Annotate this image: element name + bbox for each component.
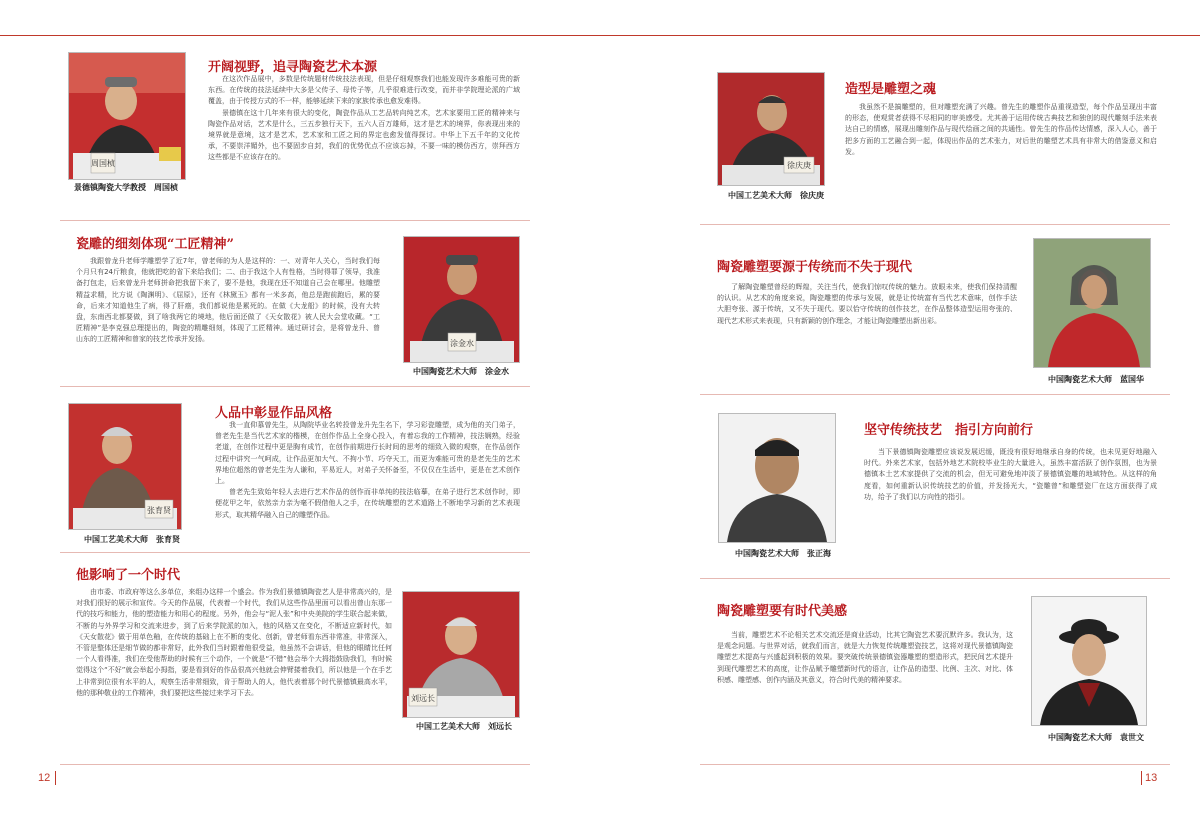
section-body-4 — [76, 587, 392, 699]
caption-7: 中国陶瓷艺术大师 张正海 — [735, 548, 831, 558]
section-title-7: 坚守传统技艺 指引方向前行 — [864, 423, 1034, 438]
section-title-8: 陶瓷雕塑要有时代美感 — [717, 604, 848, 619]
top-rule — [0, 35, 1200, 36]
section-title-5: 造型是雕塑之魂 — [845, 82, 937, 97]
portrait-image — [1034, 239, 1150, 367]
page-number-right: 13 — [1145, 772, 1158, 784]
caption-8: 中国陶瓷艺术大师 袁世文 — [1048, 732, 1144, 742]
paragraph: 了解陶瓷雕塑曾经的辉煌，关注当代，使我们惊叹传统的魅力。放眼未来，使我们保持清醒的认识。从艺术的角度来说，陶瓷雕塑的传承与发展，就是让传统富有当代艺术意味，创作手法大胆夸张、源于传统，又不失于现代。要以恰守传统的创作技艺，在作品整体造型运用夸张的、现代艺术形式来表现，只有新颖的创作理念，才能让陶瓷雕塑出新出彩。 — [717, 283, 1017, 325]
paragraph: 当下景德镇陶瓷雕塑应该说发展迟缓，既没有很好地继承自身的传统，也未见更好地融入时代。外来艺术家，包括外地艺术院校毕业生的大量进入，虽然丰富活跃了创作氛围，也为景德镇本土艺术家提供了交流的机会，但无可避免地冲淡了景德镇瓷雕的地域特色。从这样的角度看，如何重新认识传统技艺的价值，并发扬光大，“瓷雕曾”和雕塑瓷厂在这方面获得了成功，给予了我们以方向性的指引。 — [864, 448, 1157, 501]
section-body-2 — [76, 256, 380, 346]
section-title-1: 开阔视野，追寻陶瓷艺术本源 — [208, 60, 378, 75]
svg-text:周国桢: 周国桢 — [91, 159, 115, 168]
paragraph: 当前，雕塑艺术不论相关艺术交流还是商业活动，比其它陶瓷艺术要沉默许多。我认为，这是观念问题。与世界对话，就我们而言，就是大力恢复传统雕塑瓷技艺，这将对现代景德镇陶瓷雕塑艺术提高与兴盛起到积极的效果。要突破传统景德镇瓷器雕塑的塑造形式，把民间艺术提升到现代雕塑艺术的高度，让作品赋予雕塑新时代的语言，让作品的造型、比例、主次、对比、体积感、雕塑感、创作内涵及其意义，符合时代美的精神要求。 — [717, 631, 1013, 684]
svg-text:刘远长: 刘远长 — [411, 694, 435, 703]
portrait-photo-2 — [403, 236, 520, 363]
caption-1: 景德镇陶瓷大学教授 周国桢 — [74, 182, 178, 192]
portrait-image — [403, 592, 519, 717]
svg-text:涂金水: 涂金水 — [450, 339, 474, 348]
portrait-photo-7 — [718, 413, 836, 543]
section-body-7 — [864, 447, 1157, 503]
section-body-3 — [215, 420, 520, 521]
page-number-left: 12 — [38, 772, 51, 784]
portrait-image — [718, 73, 824, 185]
portrait-image — [69, 53, 185, 179]
paragraph: 曾老先生致始年轻人去进行艺术作品的创作而非单纯的技法临摹，在弟子进行艺术创作时，即便花甲之年，依然亲力亲为毫不假借他人之手，在传统雕塑的艺术道路上不断地学习新的艺术表现形式，取其精华融入自己的雕塑作品。 — [215, 488, 520, 519]
section-title-6: 陶瓷雕塑要源于传统而不失于现代 — [717, 260, 913, 275]
section-title-2: 瓷雕的细刻体现“工匠精神” — [76, 237, 234, 252]
portrait-photo-6 — [1033, 238, 1151, 368]
section-title-3: 人品中彰显作品风格 — [215, 406, 333, 421]
section-body-6 — [717, 282, 1017, 327]
portrait-photo-3 — [68, 403, 182, 530]
portrait-photo-5 — [717, 72, 825, 186]
caption-2: 中国陶瓷艺术大师 涂金水 — [413, 366, 509, 376]
portrait-image — [69, 404, 181, 529]
caption-6: 中国陶瓷艺术大师 蓝国华 — [1048, 374, 1144, 384]
portrait-photo-1 — [68, 52, 186, 180]
section-divider — [60, 386, 530, 387]
caption-5: 中国工艺美术大师 徐庆庚 — [728, 190, 824, 200]
portrait-image — [719, 414, 835, 542]
caption-4: 中国工艺美术大师 刘远长 — [416, 721, 512, 731]
section-title-4: 他影响了一个时代 — [76, 568, 181, 583]
section-divider — [700, 764, 1170, 765]
section-divider — [60, 552, 530, 553]
paragraph: 我跟曾龙升老师学雕塑学了近7年，曾老师的为人是这样的：一、对青年人关心，当时我们每个月只有24斤粮食，他就把吃的省下来给我们；二、由于我这个人有性格，当时得罪了领导，我准备打包走，后来曾龙升老师拼命把我留下来了，要不是他，我现在还不知道自己会在哪里。他雕塑精益求精，比方说《陶渊明》、《屈原》，还有《林黛玉》都有一米多高，他总是跑前跑后，累的要命，后来才知道他生了病，得了肝癌，我们都说他是累死的。在做《大龙船》的时候，没有大转盘，东南西北都要做，到了啥我两它的境地，他后面还做了《天女散花》被人民大会堂收藏。“工匠精神”是李克强总理提出的，陶瓷的精雕细刻，体现了工匠精神。通过研讨会，是将曾龙升、曾山东的工匠精神和曾家的技艺传承并发扬。 — [76, 257, 380, 344]
paragraph: 景德镇在这十几年来有很大的变化，陶瓷作品从工艺品转向纯艺术，艺术家要用工匠的精神来与陶瓷作品对话，艺术是什么，三五步独行天下，五六人百万雄师，这才是艺术的境界，你表现出来的境界就是意境，这才是艺术，艺术家和工匠之间的界定也愈发值得探讨。中华上下五千年的文化传承，不要崇洋媚外，也不要固步自封，我们的优势优点不应该忘掉，不要一味的模仿西方，崇拜西方这些都是不应该存在的。 — [208, 108, 520, 162]
page-number-bar — [1141, 771, 1142, 785]
svg-text:徐庆庚: 徐庆庚 — [787, 161, 811, 170]
paragraph: 由市委、市政府等这么多单位，来组办这样一个盛会。作为我们景德镇陶瓷艺人是非常高兴的，是对我们很好的展示和宣传。今天的作品展，代表着一个时代，我们从这些作品里面可以看出曾山东那一代的技巧和能力，他的塑造能力和用心的程度。另外，他会与“泥人张”和中央美院的学生联合起来做，不断的与外界学习和交流来进步，到了后来学院派的加入，他的风格又在变化，不断适应新时代，如《天女散花》做于用单色釉，在传统的基础上在不断的变化、创新，曾老师看东西非常准，非常深入，不管是整体还是细节做的都非常好，此外我们当时跟着他很受益，他虽然不会讲话，但他的眼睛比任何一个人看得准，我们在受他帮助的时候有三个动作，一个就是“不错”他会举个大拇指鼓励我们，有时候觉得这个“不好”就会举起小拇指，要是看到好的作品很高兴他就会伸臂搂着我们，所以他是一个在手艺上非常到位很有水平的人，观察生活非常细致，肯于帮助人的人，他代表着那个时代景德镇最高水平，他的那种敬业的工作精神，我们要把这些接过来学习下去。 — [76, 588, 392, 697]
portrait-image — [1032, 597, 1146, 725]
section-body-8 — [717, 630, 1013, 686]
section-body-1 — [208, 74, 520, 164]
caption-3: 中国工艺美术大师 张育贤 — [84, 534, 180, 544]
portrait-photo-4 — [402, 591, 520, 718]
svg-text:张育贤: 张育贤 — [147, 506, 171, 515]
paragraph: 我虽然不是搞雕塑的，但对雕塑充满了兴趣。曾先生的雕塑作品重视造型，每个作品呈现出丰富的形态，使观赏者获得不尽相同的审美感受。尤其善于运用传统古典技艺和独创的现代雕刻手法来表达自己的情感，展现出雕刻作品与现代绘画之间的共通性。曾先生的作品传达情感，深入人心，善于把多方面的工艺融合到一起，体现出作品的艺术张力，对后世的雕塑艺术具有非常大的借鉴意义和启发。 — [845, 103, 1157, 156]
section-divider — [700, 394, 1170, 395]
paragraph: 我一直仰慕曾先生，从陶院毕业名转投曾龙升先生名下，学习彩瓷雕塑，成为他的关门弟子，曾老先生是当代艺术家的楷模，在创作作品上全身心投入，有着忘我的工作精神，技法娴熟，经验老道，在创作过程中更是胸有成竹，在创作前期进行长时间的思考的细致入微的观察，在作品创作过程中讲究一气呵成，让作品更加大气、不拘小节、巧夺天工，而更为难能可贵的是老先生的艺术界地位超然的曾老先生为人谦和，平易近人，对弟子关怀备至，不仅仅在生活中，更是在艺术创作上。 — [215, 421, 520, 486]
paragraph: 在这次作品展中，多数是传统题材传统技法表现，但是仔细观察我们也能发现许多难能可贵的新东西。在传统的技法延续中大多是父传子、母传子等，几乎很难进行改变，而并非学院理论派的广域覆盖，由于传授方式的不一样，能够延续下来的家族传承也愈发难得。 — [208, 75, 520, 106]
portrait-photo-8 — [1031, 596, 1147, 726]
section-divider — [700, 224, 1170, 225]
section-divider — [60, 764, 530, 765]
section-divider — [700, 578, 1170, 579]
section-divider — [60, 220, 530, 221]
portrait-image — [404, 237, 519, 362]
section-body-5 — [845, 102, 1157, 158]
page-number-bar — [55, 771, 56, 785]
